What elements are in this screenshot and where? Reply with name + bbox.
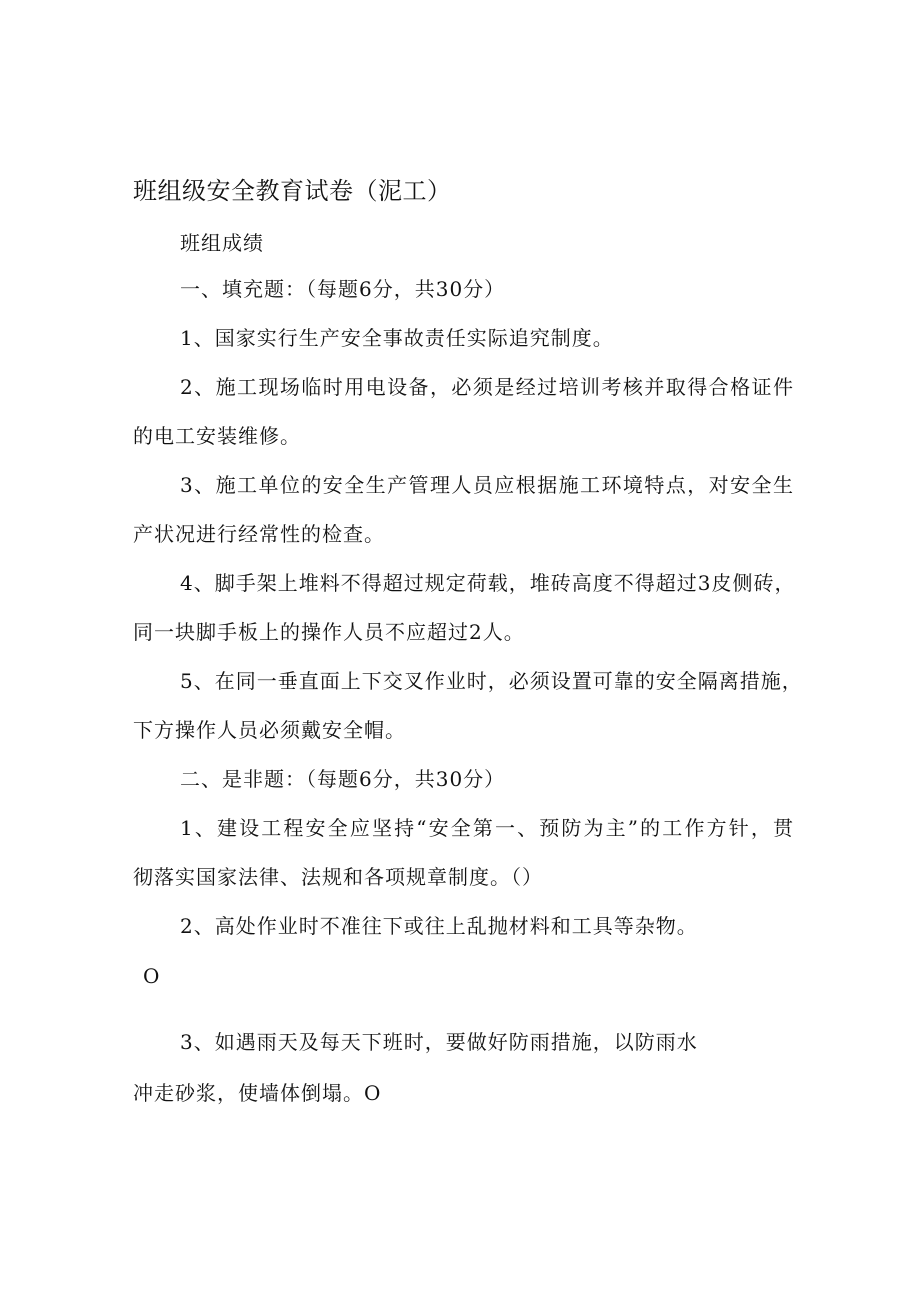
judge-question-3-line1: 3、如遇雨天及每天下班时，要做好防雨措施，以防雨水 — [180, 1030, 698, 1054]
judge-question-2-line1: 2、高处作业时不准往下或往上乱抛材料和工具等杂物。 — [180, 914, 698, 938]
fill-question-2-line1: 2、施工现场临时用电设备，必须是经过培训考核并取得合格证件 — [180, 375, 794, 399]
section2-heading: 二、是非题：（每题6分，共30分） — [180, 767, 506, 791]
fill-question-5-line2: 下方操作人员必须戴安全帽。 — [133, 718, 406, 742]
fill-question-3-line2: 产状况进行经常性的检查。 — [133, 522, 385, 546]
fill-question-4-line2: 同一块脚手板上的操作人员不应超过2人。 — [133, 620, 525, 644]
page-title: 班组级安全教育试卷（泥工） — [133, 177, 452, 205]
fill-question-1: 1、国家实行生产安全事故责任实际追究制度。 — [180, 326, 614, 350]
fill-question-5-line1: 5、在同一垂直面上下交叉作业时，必须设置可靠的安全隔离措施， — [180, 669, 803, 693]
judge-question-2-answer-mark: O — [143, 964, 161, 988]
fill-question-2-line2: 的电工安装维修。 — [133, 424, 301, 448]
judge-question-1-line1: 1、建设工程安全应坚持“安全第一、预防为主”的工作方针，贯 — [180, 816, 794, 840]
judge-question-1-line2: 彻落实国家法律、法规和各项规章制度。（） — [133, 865, 543, 889]
fill-question-3-line1: 3、施工单位的安全生产管理人员应根据施工环境特点，对安全生 — [180, 473, 794, 497]
class-score-label: 班组成绩 — [180, 231, 264, 255]
section1-heading: 一、填充题：（每题6分，共30分） — [180, 277, 506, 301]
judge-question-3-line2: 冲走砂浆，使墙体倒塌。O — [133, 1081, 382, 1105]
fill-question-4-line1: 4、脚手架上堆料不得超过规定荷载，堆砖高度不得超过3皮侧砖， — [180, 571, 796, 595]
